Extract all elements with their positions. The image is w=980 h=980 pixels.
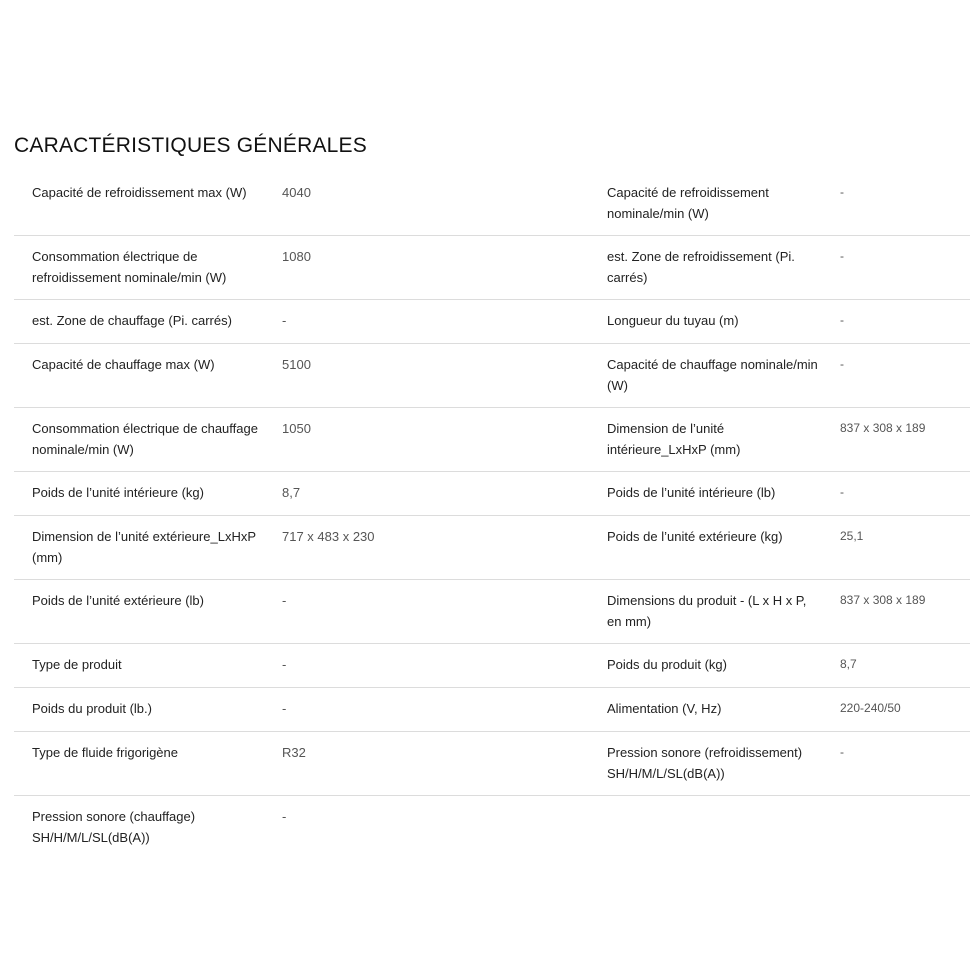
spec-value: -: [282, 657, 287, 672]
spec-value: -: [840, 313, 844, 327]
spec-pair-left: [14, 354, 590, 407]
spec-pair-right: [590, 482, 970, 515]
spec-label: [590, 806, 840, 860]
spec-label: Alimentation (V, Hz): [607, 701, 722, 716]
spec-row: [14, 236, 970, 300]
spec-value: 220-240/50: [840, 701, 901, 715]
spec-label: Poids du produit (kg): [607, 657, 727, 672]
spec-value: 5100: [282, 357, 311, 372]
spec-value: -: [840, 745, 844, 759]
spec-value: -: [840, 185, 844, 199]
spec-pair-right: [590, 742, 970, 795]
spec-pair-left: [14, 526, 590, 579]
spec-row: [14, 796, 970, 860]
spec-label: Poids de l’unité extérieure (kg): [607, 529, 783, 544]
spec-pair-left: [14, 654, 590, 687]
spec-pair-right: [590, 654, 970, 687]
spec-value: 1050: [282, 421, 311, 436]
spec-row: [14, 580, 970, 644]
spec-label: Longueur du tuyau (m): [607, 313, 739, 328]
spec-label: est. Zone de refroidissement (Pi. carrés): [607, 249, 795, 285]
section-title: CARACTÉRISTIQUES GÉNÉRALES: [14, 134, 367, 157]
spec-value: -: [282, 701, 287, 716]
spec-label: Poids du produit (lb.): [32, 701, 152, 716]
spec-pair-right: [590, 354, 970, 407]
spec-pair-right: [590, 246, 970, 299]
spec-value: -: [840, 485, 844, 499]
spec-label: Capacité de chauffage nominale/min (W): [607, 357, 818, 393]
spec-value: 4040: [282, 185, 311, 200]
spec-row: [14, 516, 970, 580]
spec-label: Poids de l’unité intérieure (kg): [32, 485, 204, 500]
spec-label: Dimension de l’unité intérieure_LxHxP (mm): [607, 421, 741, 457]
spec-value: 1080: [282, 249, 311, 264]
spec-pair-right: [590, 590, 970, 643]
spec-value: -: [282, 809, 287, 824]
spec-value: 25,1: [840, 529, 864, 543]
spec-label: Capacité de chauffage max (W): [32, 357, 215, 372]
spec-label: Dimensions du produit - (L x H x P, en mm): [607, 593, 807, 629]
spec-pair-left: [14, 310, 590, 343]
spec-table: [14, 172, 970, 860]
spec-pair-left: [14, 698, 590, 731]
spec-label: Consommation électrique de refroidissement nominale/min (W): [32, 249, 227, 285]
spec-value: 717 x 483 x 230: [282, 529, 375, 544]
spec-value: 837 x 308 x 189: [840, 421, 926, 435]
spec-value: R32: [282, 745, 306, 760]
spec-row: [14, 688, 970, 732]
spec-value: -: [840, 249, 844, 263]
spec-pair-left: [14, 418, 590, 471]
spec-pair-right: [590, 418, 970, 471]
spec-label: Dimension de l’unité extérieure_LxHxP (mm): [32, 529, 256, 565]
spec-pair-left: [14, 742, 590, 795]
spec-row: [14, 472, 970, 516]
spec-label: Pression sonore (chauffage) SH/H/M/L/SL(dB(A)): [32, 809, 196, 845]
spec-pair-right: [590, 182, 970, 235]
spec-row: [14, 732, 970, 796]
spec-value: 8,7: [840, 657, 857, 671]
spec-label: Poids de l’unité intérieure (lb): [607, 485, 776, 500]
spec-row: [14, 344, 970, 408]
spec-label: Consommation électrique de chauffage nominale/min (W): [32, 421, 258, 457]
spec-pair-left: [14, 482, 590, 515]
spec-pair-right: [590, 310, 970, 343]
spec-label: Poids de l’unité extérieure (lb): [32, 593, 204, 608]
spec-label: Capacité de refroidissement max (W): [32, 185, 247, 200]
spec-label: Type de fluide frigorigène: [32, 745, 178, 760]
spec-value: -: [282, 593, 287, 608]
spec-value: 8,7: [282, 485, 301, 500]
spec-value: 837 x 308 x 189: [840, 593, 926, 607]
spec-pair-right: [590, 806, 970, 860]
spec-row: [14, 644, 970, 688]
spec-value: -: [282, 313, 287, 328]
spec-pair-left: [14, 806, 590, 860]
spec-pair-left: [14, 246, 590, 299]
spec-label: est. Zone de chauffage (Pi. carrés): [32, 313, 232, 328]
spec-row: [14, 172, 970, 236]
spec-pair-right: [590, 526, 970, 579]
spec-value: -: [840, 357, 844, 371]
spec-pair-left: [14, 590, 590, 643]
spec-label: Pression sonore (refroidissement) SH/H/M/L/SL(dB(A)): [607, 745, 803, 781]
spec-pair-left: [14, 182, 590, 235]
spec-label: Type de produit: [32, 657, 122, 672]
spec-row: [14, 300, 970, 344]
spec-value: [840, 806, 970, 860]
spec-row: [14, 408, 970, 472]
spec-pair-right: [590, 698, 970, 731]
spec-label: Capacité de refroidissement nominale/min (W): [607, 185, 769, 221]
